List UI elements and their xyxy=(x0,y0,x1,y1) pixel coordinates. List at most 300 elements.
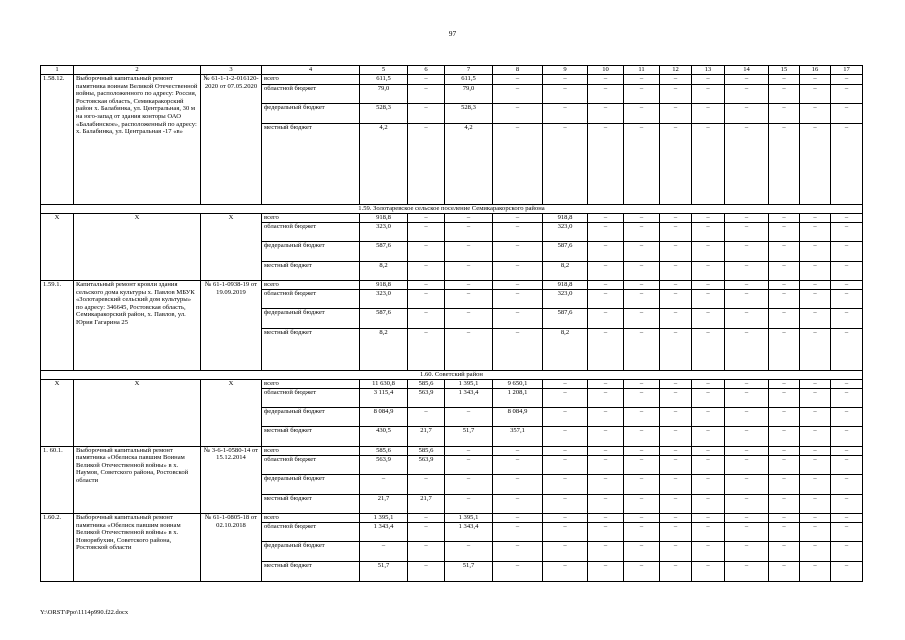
amount-cell: – xyxy=(408,261,445,281)
amount-cell: – xyxy=(445,407,493,427)
amount-cell: – xyxy=(769,523,800,542)
amount-cell: – xyxy=(725,562,769,582)
funding-source: федеральный бюджет xyxy=(262,474,360,494)
section-title-row xyxy=(41,205,863,214)
amount-cell: – xyxy=(725,388,769,407)
amount-cell: – xyxy=(493,290,543,309)
amount-cell: – xyxy=(800,494,831,514)
amount-cell: – xyxy=(624,124,660,205)
amount-cell: – xyxy=(588,494,624,514)
table-row xyxy=(41,446,863,455)
amount-cell: – xyxy=(831,379,863,388)
amount-cell: – xyxy=(769,214,800,223)
amount-cell: – xyxy=(769,328,800,370)
amount-cell: – xyxy=(493,103,543,124)
amount-cell: 79,0 xyxy=(445,84,493,103)
amount-cell: – xyxy=(831,407,863,427)
funding-source: всего xyxy=(262,214,360,223)
amount-cell: – xyxy=(543,379,588,388)
amount-cell: – xyxy=(543,474,588,494)
amount-cell: – xyxy=(543,103,588,124)
item-number: Х xyxy=(41,214,74,281)
amount-cell: – xyxy=(800,84,831,103)
amount-cell: – xyxy=(624,514,660,523)
amount-cell: – xyxy=(408,124,445,205)
amount-cell: – xyxy=(692,494,725,514)
amount-cell: 587,6 xyxy=(543,309,588,329)
amount-cell: – xyxy=(445,446,493,455)
amount-cell: – xyxy=(408,474,445,494)
amount-cell: – xyxy=(543,523,588,542)
amount-cell: – xyxy=(588,523,624,542)
amount-cell: – xyxy=(692,124,725,205)
amount-cell: – xyxy=(800,214,831,223)
amount-cell: – xyxy=(493,455,543,474)
funding-source: всего xyxy=(262,75,360,85)
amount-cell: – xyxy=(543,514,588,523)
amount-cell: – xyxy=(660,407,692,427)
amount-cell: – xyxy=(692,427,725,447)
funding-source: местный бюджет xyxy=(262,124,360,205)
amount-cell: – xyxy=(660,542,692,562)
item-number: 1.58.12. xyxy=(41,75,74,205)
amount-cell: 587,6 xyxy=(543,242,588,262)
section-title: 1.60. Советский район xyxy=(41,370,863,379)
amount-cell: 4,2 xyxy=(360,124,408,205)
amount-cell: – xyxy=(624,223,660,242)
amount-cell: 563,9 xyxy=(360,455,408,474)
amount-cell: 585,6 xyxy=(408,446,445,455)
amount-cell: – xyxy=(725,455,769,474)
amount-cell: – xyxy=(725,75,769,85)
amount-cell: – xyxy=(660,523,692,542)
funding-source: федеральный бюджет xyxy=(262,407,360,427)
amount-cell: – xyxy=(408,328,445,370)
column-number-cell: 3 xyxy=(201,66,262,75)
amount-cell: – xyxy=(692,455,725,474)
funding-source: всего xyxy=(262,446,360,455)
amount-cell: – xyxy=(624,290,660,309)
object-name: Выборочный капитальный ремонт памятника «Обелиск павшим воинам Великой Отечественной войны» в х. Новорябухин, Советского района, Ростовской области xyxy=(74,514,201,582)
amount-cell: 323,0 xyxy=(360,290,408,309)
amount-cell: – xyxy=(660,474,692,494)
amount-cell: – xyxy=(493,542,543,562)
amount-cell: 8,2 xyxy=(543,261,588,281)
funding-source: федеральный бюджет xyxy=(262,242,360,262)
amount-cell: 1 395,1 xyxy=(445,379,493,388)
object-name: Х xyxy=(74,214,201,281)
amount-cell: – xyxy=(624,309,660,329)
amount-cell: 79,0 xyxy=(360,84,408,103)
amount-cell: – xyxy=(660,427,692,447)
amount-cell: – xyxy=(831,214,863,223)
amount-cell: – xyxy=(543,446,588,455)
amount-cell: – xyxy=(493,242,543,262)
amount-cell: – xyxy=(588,474,624,494)
amount-cell: – xyxy=(725,281,769,290)
amount-cell: – xyxy=(588,124,624,205)
column-number-cell: 2 xyxy=(74,66,201,75)
amount-cell: – xyxy=(588,542,624,562)
amount-cell: – xyxy=(660,103,692,124)
amount-cell: – xyxy=(624,281,660,290)
amount-cell: – xyxy=(588,407,624,427)
table-row xyxy=(41,514,863,523)
amount-cell: – xyxy=(493,261,543,281)
amount-cell: – xyxy=(800,290,831,309)
amount-cell: – xyxy=(660,446,692,455)
funding-source: областной бюджет xyxy=(262,455,360,474)
amount-cell: – xyxy=(769,261,800,281)
amount-cell: – xyxy=(725,328,769,370)
amount-cell: – xyxy=(624,446,660,455)
amount-cell: – xyxy=(769,75,800,85)
amount-cell: – xyxy=(360,542,408,562)
amount-cell: 611,5 xyxy=(445,75,493,85)
amount-cell: – xyxy=(831,446,863,455)
amount-cell: 4,2 xyxy=(445,124,493,205)
amount-cell: 8,2 xyxy=(360,328,408,370)
amount-cell: – xyxy=(831,542,863,562)
amount-cell: – xyxy=(543,388,588,407)
amount-cell: – xyxy=(660,223,692,242)
amount-cell: – xyxy=(660,261,692,281)
amount-cell: – xyxy=(408,84,445,103)
amount-cell: – xyxy=(831,514,863,523)
column-number-cell: 14 xyxy=(725,66,769,75)
amount-cell: – xyxy=(660,290,692,309)
amount-cell: – xyxy=(800,328,831,370)
amount-cell: 51,7 xyxy=(360,562,408,582)
column-number-cell: 7 xyxy=(445,66,493,75)
amount-cell: – xyxy=(800,223,831,242)
amount-cell: – xyxy=(692,328,725,370)
amount-cell: – xyxy=(769,103,800,124)
column-number-cell: 9 xyxy=(543,66,588,75)
amount-cell: – xyxy=(588,242,624,262)
amount-cell: – xyxy=(831,427,863,447)
amount-cell: – xyxy=(769,427,800,447)
amount-cell: – xyxy=(831,84,863,103)
amount-cell: – xyxy=(493,446,543,455)
amount-cell: – xyxy=(692,523,725,542)
amount-cell: – xyxy=(624,542,660,562)
amount-cell: – xyxy=(725,446,769,455)
amount-cell: – xyxy=(725,407,769,427)
amount-cell: – xyxy=(588,223,624,242)
amount-cell: – xyxy=(800,309,831,329)
amount-cell: – xyxy=(692,446,725,455)
funding-source: местный бюджет xyxy=(262,494,360,514)
amount-cell: – xyxy=(624,562,660,582)
amount-cell: – xyxy=(543,562,588,582)
funding-table xyxy=(40,65,863,582)
funding-source: местный бюджет xyxy=(262,427,360,447)
item-number: Х xyxy=(41,379,74,446)
column-number-cell: 5 xyxy=(360,66,408,75)
amount-cell: – xyxy=(769,124,800,205)
amount-cell: – xyxy=(725,309,769,329)
amount-cell: 528,3 xyxy=(445,103,493,124)
amount-cell: – xyxy=(725,242,769,262)
amount-cell: – xyxy=(769,542,800,562)
amount-cell: – xyxy=(725,124,769,205)
amount-cell: – xyxy=(543,455,588,474)
amount-cell: – xyxy=(588,309,624,329)
amount-cell: – xyxy=(588,214,624,223)
amount-cell: – xyxy=(408,523,445,542)
amount-cell: – xyxy=(725,223,769,242)
table-row xyxy=(41,379,863,388)
amount-cell: – xyxy=(725,523,769,542)
amount-cell: 563,9 xyxy=(408,388,445,407)
amount-cell: – xyxy=(769,474,800,494)
expertise-doc: № 61-1-0938-19 от 19.09.2019 xyxy=(201,281,262,371)
object-name: Выборочный капитальный ремонт памятника воинам Великой Отечественной войны, расположенного по адресу: Россия, Ростовская область, Семикаракорский район х. Балабинка, ул. Центральная, 30 м на юго-запад от здания конторы ОАО «Балабинское», расположенный по адресу: х. Балабинка, ул. Центральная -17 «в» xyxy=(74,75,201,205)
amount-cell: – xyxy=(543,84,588,103)
column-number-cell: 6 xyxy=(408,66,445,75)
object-name: Капитальный ремонт кровли здания сельского дома культуры х. Павлов МБУК «Золотаревский сельский дом культуры» по адресу: 346645, Ростовская область, Семикаракорский район, х. Павлов, ул. Юрия Гагарина 25 xyxy=(74,281,201,371)
amount-cell: – xyxy=(624,388,660,407)
amount-cell: – xyxy=(543,542,588,562)
amount-cell: – xyxy=(800,124,831,205)
amount-cell: 9 650,1 xyxy=(493,379,543,388)
amount-cell: – xyxy=(588,379,624,388)
amount-cell: – xyxy=(769,379,800,388)
amount-cell: – xyxy=(692,562,725,582)
amount-cell: – xyxy=(588,103,624,124)
amount-cell: – xyxy=(692,242,725,262)
amount-cell: – xyxy=(692,309,725,329)
amount-cell: – xyxy=(725,84,769,103)
amount-cell: 8,2 xyxy=(360,261,408,281)
amount-cell: – xyxy=(692,290,725,309)
table-row xyxy=(41,281,863,290)
column-number-cell: 15 xyxy=(769,66,800,75)
amount-cell: – xyxy=(360,474,408,494)
item-number: 1.60.2. xyxy=(41,514,74,582)
funding-source: всего xyxy=(262,281,360,290)
amount-cell: – xyxy=(493,514,543,523)
amount-cell: – xyxy=(692,214,725,223)
amount-cell: – xyxy=(543,75,588,85)
amount-cell: 51,7 xyxy=(445,427,493,447)
object-name: Выборочный капитальный ремонт памятника «Обелиска павшим Воинам Великой Отечественной войны» в х. Наумов, Советского района, Ростовской области xyxy=(74,446,201,514)
amount-cell: – xyxy=(408,281,445,290)
amount-cell: – xyxy=(769,242,800,262)
amount-cell: 611,5 xyxy=(360,75,408,85)
amount-cell: 585,6 xyxy=(408,379,445,388)
amount-cell: – xyxy=(769,309,800,329)
amount-cell: – xyxy=(831,562,863,582)
amount-cell: – xyxy=(408,407,445,427)
amount-cell: – xyxy=(831,75,863,85)
amount-cell: – xyxy=(493,562,543,582)
amount-cell: – xyxy=(660,84,692,103)
amount-cell: – xyxy=(831,455,863,474)
amount-cell: – xyxy=(445,290,493,309)
amount-cell: – xyxy=(624,261,660,281)
expertise-doc: Х xyxy=(201,379,262,446)
amount-cell: – xyxy=(725,474,769,494)
funding-source: местный бюджет xyxy=(262,328,360,370)
amount-cell: – xyxy=(660,242,692,262)
amount-cell: – xyxy=(493,309,543,329)
amount-cell: – xyxy=(831,124,863,205)
amount-cell: – xyxy=(725,494,769,514)
amount-cell: – xyxy=(624,242,660,262)
amount-cell: – xyxy=(588,455,624,474)
amount-cell: 918,8 xyxy=(543,281,588,290)
amount-cell: – xyxy=(660,328,692,370)
amount-cell: – xyxy=(493,84,543,103)
amount-cell: – xyxy=(725,542,769,562)
amount-cell: 8 084,9 xyxy=(493,407,543,427)
amount-cell: – xyxy=(660,514,692,523)
amount-cell: 918,8 xyxy=(360,281,408,290)
amount-cell: – xyxy=(800,281,831,290)
amount-cell: 587,6 xyxy=(360,242,408,262)
amount-cell: – xyxy=(445,261,493,281)
amount-cell: – xyxy=(493,75,543,85)
column-number-cell: 17 xyxy=(831,66,863,75)
amount-cell: – xyxy=(660,281,692,290)
column-number-row xyxy=(41,66,863,75)
item-number: 1.59.1. xyxy=(41,281,74,371)
amount-cell: – xyxy=(660,214,692,223)
amount-cell: – xyxy=(588,427,624,447)
amount-cell: – xyxy=(445,542,493,562)
amount-cell: 357,1 xyxy=(493,427,543,447)
expertise-doc: Х xyxy=(201,214,262,281)
amount-cell: – xyxy=(831,388,863,407)
amount-cell: – xyxy=(831,309,863,329)
amount-cell: – xyxy=(692,103,725,124)
amount-cell: – xyxy=(692,542,725,562)
amount-cell: – xyxy=(493,328,543,370)
amount-cell: – xyxy=(660,379,692,388)
amount-cell: – xyxy=(588,446,624,455)
amount-cell: – xyxy=(769,407,800,427)
amount-cell: – xyxy=(660,494,692,514)
amount-cell: – xyxy=(831,242,863,262)
amount-cell: – xyxy=(800,388,831,407)
amount-cell: – xyxy=(800,379,831,388)
amount-cell: 11 630,8 xyxy=(360,379,408,388)
amount-cell: – xyxy=(408,103,445,124)
amount-cell: – xyxy=(725,514,769,523)
amount-cell: – xyxy=(624,214,660,223)
amount-cell: – xyxy=(800,474,831,494)
funding-source: федеральный бюджет xyxy=(262,542,360,562)
amount-cell: – xyxy=(660,75,692,85)
funding-source: областной бюджет xyxy=(262,523,360,542)
amount-cell: – xyxy=(831,261,863,281)
amount-cell: – xyxy=(588,388,624,407)
amount-cell: – xyxy=(445,455,493,474)
amount-cell: – xyxy=(445,328,493,370)
amount-cell: – xyxy=(800,446,831,455)
amount-cell: – xyxy=(588,261,624,281)
amount-cell: – xyxy=(800,514,831,523)
amount-cell: – xyxy=(692,407,725,427)
amount-cell: 8 084,9 xyxy=(360,407,408,427)
amount-cell: – xyxy=(831,328,863,370)
amount-cell: – xyxy=(588,514,624,523)
amount-cell: – xyxy=(769,455,800,474)
table-row xyxy=(41,214,863,223)
amount-cell: – xyxy=(800,261,831,281)
funding-source: федеральный бюджет xyxy=(262,103,360,124)
amount-cell: – xyxy=(831,290,863,309)
amount-cell: – xyxy=(831,281,863,290)
amount-cell: – xyxy=(769,388,800,407)
file-path-footer: Y:\ORST\Ppo\1114p990.f22.docx xyxy=(40,609,129,616)
amount-cell: – xyxy=(624,494,660,514)
column-number-cell: 1 xyxy=(41,66,74,75)
amount-cell: – xyxy=(624,103,660,124)
amount-cell: – xyxy=(692,75,725,85)
funding-source: всего xyxy=(262,514,360,523)
amount-cell: – xyxy=(543,124,588,205)
amount-cell: – xyxy=(624,407,660,427)
amount-cell: – xyxy=(408,242,445,262)
amount-cell: – xyxy=(831,474,863,494)
section-title: 1.59. Золотаревское сельское поселение Семикаракорского района xyxy=(41,205,863,214)
amount-cell: – xyxy=(725,290,769,309)
amount-cell: – xyxy=(588,281,624,290)
amount-cell: – xyxy=(588,75,624,85)
amount-cell: – xyxy=(588,84,624,103)
amount-cell: – xyxy=(543,427,588,447)
amount-cell: – xyxy=(543,407,588,427)
amount-cell: – xyxy=(624,84,660,103)
amount-cell: – xyxy=(800,242,831,262)
amount-cell: – xyxy=(725,214,769,223)
column-number-cell: 8 xyxy=(493,66,543,75)
amount-cell: – xyxy=(445,223,493,242)
amount-cell: – xyxy=(800,562,831,582)
amount-cell: 323,0 xyxy=(543,290,588,309)
amount-cell: – xyxy=(769,446,800,455)
amount-cell: – xyxy=(692,84,725,103)
amount-cell: – xyxy=(800,542,831,562)
amount-cell: – xyxy=(493,281,543,290)
funding-source: федеральный бюджет xyxy=(262,309,360,329)
amount-cell: – xyxy=(692,474,725,494)
amount-cell: 585,6 xyxy=(360,446,408,455)
expertise-doc: № 3-6-1-0580-14 от 15.12.2014 xyxy=(201,446,262,514)
amount-cell: – xyxy=(660,562,692,582)
amount-cell: – xyxy=(769,281,800,290)
amount-cell: – xyxy=(800,103,831,124)
amount-cell: – xyxy=(624,328,660,370)
amount-cell: 323,0 xyxy=(543,223,588,242)
amount-cell: – xyxy=(624,455,660,474)
amount-cell: – xyxy=(692,379,725,388)
amount-cell: – xyxy=(725,427,769,447)
amount-cell: – xyxy=(692,261,725,281)
amount-cell: – xyxy=(831,103,863,124)
amount-cell: – xyxy=(408,223,445,242)
amount-cell: 1 395,1 xyxy=(360,514,408,523)
amount-cell: – xyxy=(769,562,800,582)
amount-cell: – xyxy=(408,542,445,562)
amount-cell: 51,7 xyxy=(445,562,493,582)
amount-cell: 21,7 xyxy=(360,494,408,514)
column-number-cell: 16 xyxy=(800,66,831,75)
amount-cell: – xyxy=(769,494,800,514)
